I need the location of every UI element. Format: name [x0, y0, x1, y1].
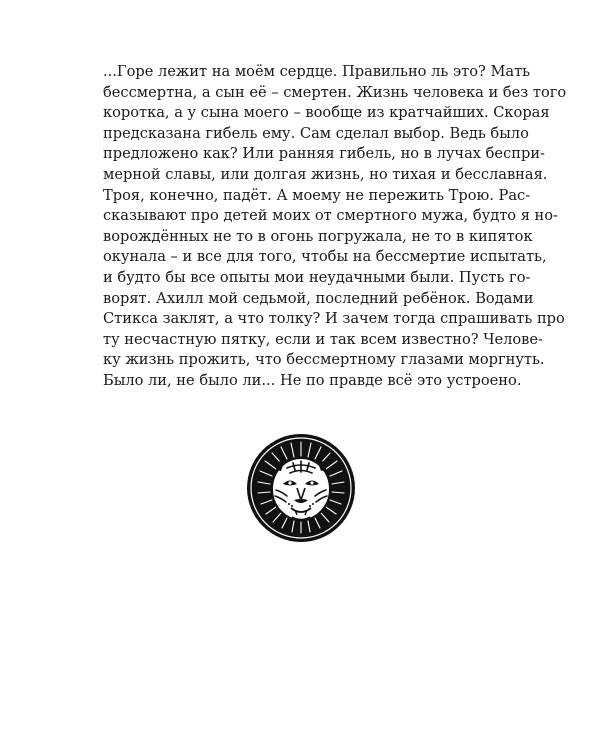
text-line: ворят. Ахилл мой седьмой, последний ребёнок. Водами: [103, 289, 534, 307]
text-line: ку жизнь прожить, что бессмертному глазами моргнуть.: [103, 351, 545, 369]
text-line: ...Горе лежит на моём сердце. Правильно ль это? Мать: [103, 63, 531, 80]
text-line: предсказана гибель ему. Сам сделал выбор. Ведь было: [103, 124, 529, 142]
text-line: предложено как? Или ранняя гибель, но в лучах беспри-: [103, 145, 545, 163]
text-line: и будто бы все опыты мои неудачными были. Пусть го-: [103, 268, 531, 286]
paragraph: [103, 62, 567, 392]
text-line: сказывают про детей моих от смертного мужа, будто я но-: [103, 207, 558, 225]
text-line: Было ли, не было ли... Не по правде всё это устроено.: [103, 371, 522, 389]
text-line: ту несчастную пятку, если и так всем известно? Челове-: [103, 330, 543, 348]
text-line: коротка, а у сына моего – вообще из кратчайших. Скорая: [103, 104, 550, 122]
lion-face-emblem-icon: [245, 432, 357, 544]
text-line: мерной славы, или долгая жизнь, но тихая и бесславная.: [103, 165, 548, 183]
text-line: ворождённых не то в огонь погружала, не то в кипяток: [103, 227, 533, 245]
text-line: Троя, конечно, падёт. А моему не пережить Трою. Рас-: [103, 186, 531, 204]
text-line: окунала – и все для того, чтобы на бессмертие испытать,: [103, 248, 547, 266]
text-line: бессмертна, а сын её – смертен. Жизнь человека и без того: [103, 83, 567, 101]
text-line: Стикса заклят, а что толку? И зачем тогда спрашивать про: [103, 310, 565, 328]
